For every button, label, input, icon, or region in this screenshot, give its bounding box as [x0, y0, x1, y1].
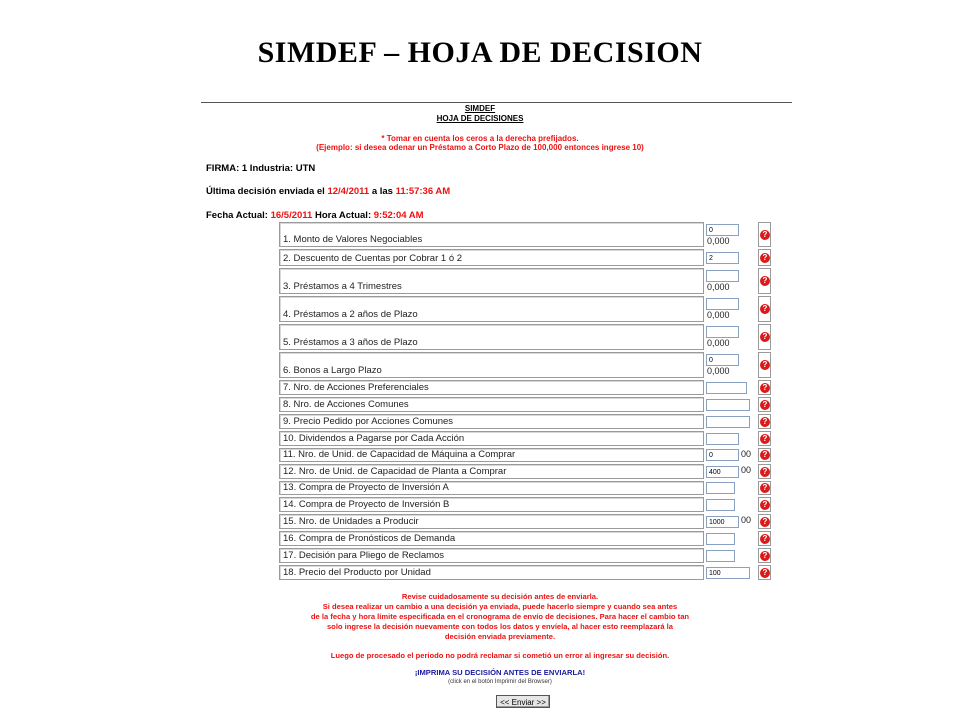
zeros-suffix: 0,000: [707, 282, 730, 292]
decision-input-cell: [706, 380, 756, 395]
print-reminder: ¡IMPRIMA SU DECISIÓN ANTES DE ENVIARLA!: [414, 668, 586, 677]
decision-label: 18. Precio del Producto por Unidad: [283, 567, 431, 578]
decision-input-cell: [706, 481, 756, 495]
send-button[interactable]: << Enviar >>: [496, 695, 550, 708]
decision-label: 13. Compra de Proyecto de Inversión A: [283, 482, 449, 493]
slide-title: SIMDEF – HOJA DE DECISION: [257, 36, 703, 69]
current-time: 9:52:04 AM: [373, 210, 424, 221]
decision-label-cell: [279, 249, 704, 266]
decision-input-cell: [706, 548, 756, 563]
decision-input-cell: [706, 431, 756, 446]
decision-label: 15. Nro. de Unidades a Producir: [283, 516, 419, 527]
help-cell: [758, 397, 771, 412]
help-cell: [758, 464, 771, 479]
decision-row: [279, 397, 771, 414]
footer-change-4: decisión enviada previamente.: [444, 632, 556, 641]
footer-warning: Luego de procesado el periodo no podrá reclamar si cometió un error al ingresar su decisión.: [330, 651, 670, 660]
help-icon[interactable]: ?: [760, 253, 770, 263]
decision-label: 10. Dividendos a Pagarse por Cada Acción: [283, 433, 465, 444]
help-icon[interactable]: ?: [760, 230, 770, 240]
help-icon[interactable]: ?: [760, 534, 770, 544]
decision-input-cell: [706, 352, 756, 378]
decision-input-cell: [706, 397, 756, 412]
firm-info: FIRMA: 1 Industria: UTN: [206, 163, 316, 174]
decision-label: 2. Descuento de Cuentas por Cobrar 1 ó 2: [283, 253, 463, 264]
decision-label: 12. Nro. de Unid. de Capacidad de Planta a Comprar: [283, 466, 507, 477]
footer-change-2: de la fecha y hora límite especificada en el cronograma de envío de decisiones. Para hacer el cambio tan: [310, 612, 690, 621]
decision-row: [279, 268, 771, 296]
decision-input[interactable]: [706, 270, 739, 282]
decision-label-cell: [279, 448, 704, 462]
current-date-label: Fecha Actual:: [206, 210, 268, 221]
zeros-note: * Tomar en cuenta los ceros a la derecha prefijados.: [381, 134, 579, 143]
help-icon[interactable]: ?: [760, 417, 770, 427]
decision-row: [279, 222, 771, 249]
help-icon[interactable]: ?: [760, 400, 770, 410]
decision-input[interactable]: [706, 382, 747, 394]
footer-change-1: Si desea realizar un cambio a una decisión ya enviada, puede hacerlo siempre y cuando sea antes: [322, 602, 678, 611]
decision-row: [279, 565, 771, 582]
header-divider: [201, 102, 792, 103]
decision-label: 7. Nro. de Acciones Preferenciales: [283, 382, 429, 393]
help-cell: [758, 548, 771, 563]
help-cell: [758, 380, 771, 395]
decision-label: 17. Decisión para Pliego de Reclamos: [283, 550, 445, 561]
decision-input[interactable]: [706, 298, 739, 310]
decision-label: 8. Nro. de Acciones Comunes: [283, 399, 409, 410]
decision-label: 1. Monto de Valores Negociables: [283, 234, 423, 245]
current-datetime: [206, 210, 424, 221]
decision-row: [279, 249, 771, 268]
last-decision-label: Última decisión enviada el: [206, 186, 325, 197]
help-icon[interactable]: ?: [760, 500, 770, 510]
help-icon[interactable]: ?: [760, 450, 770, 460]
help-cell: [758, 431, 771, 446]
help-icon[interactable]: ?: [760, 304, 770, 314]
decision-label-cell: [279, 431, 704, 446]
decision-input[interactable]: 1000: [706, 516, 739, 528]
help-icon[interactable]: ?: [760, 332, 770, 342]
decision-label-cell: [279, 497, 704, 512]
decision-row: [279, 548, 771, 565]
last-decision-date: 12/4/2011: [327, 186, 370, 197]
current-time-label: Hora Actual:: [314, 210, 372, 221]
decision-input-cell: [706, 514, 756, 529]
decision-input[interactable]: 0: [706, 449, 739, 461]
decision-label: 16. Compra de Pronósticos de Demanda: [283, 533, 456, 544]
decision-input-cell: [706, 497, 756, 512]
help-icon[interactable]: ?: [760, 551, 770, 561]
help-icon[interactable]: ?: [760, 360, 770, 370]
current-date: 16/5/2011: [270, 210, 313, 221]
last-decision-time: 11:57:36 AM: [395, 186, 451, 197]
print-note: (click en el botón Imprimir del Browser): [448, 679, 552, 685]
help-cell: [758, 268, 771, 294]
footer-change-3: solo ingrese la decisión nuevamente con todos los datos y envíela, al hacer esto reemplazará la: [326, 622, 674, 631]
help-cell: [758, 531, 771, 546]
decision-row: [279, 296, 771, 324]
decision-label: 14. Compra de Proyecto de Inversión B: [283, 499, 450, 510]
zeros-suffix: 00: [741, 515, 752, 525]
decision-row: [279, 531, 771, 548]
decision-input-cell: [706, 448, 756, 462]
decision-input[interactable]: [706, 533, 735, 545]
decision-input[interactable]: [706, 482, 735, 494]
decision-label: 3. Préstamos a 4 Trimestres: [283, 281, 402, 292]
help-icon[interactable]: ?: [760, 383, 770, 393]
decision-label: 4. Préstamos a 2 años de Plazo: [283, 309, 418, 320]
decision-label: 6. Bonos a Largo Plazo: [283, 365, 382, 376]
help-cell: [758, 448, 771, 462]
help-cell: [758, 324, 771, 350]
zeros-suffix: 0,000: [707, 310, 730, 320]
help-cell: [758, 481, 771, 495]
last-decision-mid: a las: [371, 186, 393, 197]
decision-label: 11. Nro. de Unid. de Capacidad de Máquina a Comprar: [283, 449, 516, 460]
decision-input[interactable]: [706, 416, 750, 428]
decision-input[interactable]: [706, 550, 735, 562]
example-note: (Ejemplo: si desea odenar un Préstamo a Corto Plazo de 100,000 entonces ingrese 10): [316, 143, 644, 152]
decision-row: [279, 380, 771, 397]
decision-input[interactable]: 400: [706, 466, 739, 478]
decision-input-cell: [706, 464, 756, 479]
help-cell: [758, 296, 771, 322]
help-cell: [758, 514, 771, 529]
decision-label-cell: [279, 565, 704, 580]
decision-row: [279, 352, 771, 380]
decision-input-cell: [706, 222, 756, 247]
decision-label-cell: [279, 268, 704, 294]
decision-row: [279, 448, 771, 464]
help-icon[interactable]: ?: [760, 434, 770, 444]
decision-input-cell: [706, 249, 756, 266]
decision-row: [279, 431, 771, 448]
decision-input[interactable]: 0: [706, 354, 739, 366]
help-icon[interactable]: ?: [760, 467, 770, 477]
decision-label-cell: [279, 324, 704, 350]
zeros-suffix: 0,000: [707, 338, 730, 348]
decision-row: [279, 514, 771, 531]
decision-input-cell: [706, 565, 756, 580]
decision-row: [279, 481, 771, 497]
decision-input[interactable]: 100: [706, 567, 750, 579]
help-cell: [758, 414, 771, 429]
decision-row: [279, 464, 771, 481]
decision-row: [279, 497, 771, 514]
help-cell: [758, 565, 771, 580]
page-subtitle: HOJA DE DECISIONES: [436, 114, 524, 123]
decision-label-cell: [279, 548, 704, 563]
decision-label-cell: [279, 296, 704, 322]
app-title: SIMDEF: [464, 104, 496, 113]
decision-label-cell: [279, 397, 704, 412]
decision-input[interactable]: 2: [706, 252, 739, 264]
last-decision: [206, 186, 450, 197]
decision-input[interactable]: [706, 399, 750, 411]
zeros-suffix: 0,000: [707, 236, 730, 246]
decision-label-cell: [279, 464, 704, 479]
zeros-suffix: 00: [741, 465, 752, 475]
decision-input[interactable]: [706, 433, 739, 445]
decision-input[interactable]: 0: [706, 224, 739, 236]
decision-input-cell: [706, 531, 756, 546]
help-cell: [758, 222, 771, 247]
decision-label-cell: [279, 380, 704, 395]
decision-input[interactable]: [706, 499, 735, 511]
help-cell: [758, 249, 771, 266]
decision-label-cell: [279, 414, 704, 429]
help-cell: [758, 352, 771, 378]
decision-row: [279, 324, 771, 352]
zeros-suffix: 00: [741, 449, 752, 459]
decision-input[interactable]: [706, 326, 739, 338]
help-icon[interactable]: ?: [760, 276, 770, 286]
decision-label-cell: [279, 352, 704, 378]
decision-label-cell: [279, 481, 704, 495]
help-cell: [758, 497, 771, 512]
decision-label: 9. Precio Pedido por Acciones Comunes: [283, 416, 454, 427]
footer-review: Revise cuidadosamente su decisión antes de enviarla.: [401, 592, 599, 601]
decision-label-cell: [279, 531, 704, 546]
decision-label-cell: [279, 222, 704, 247]
decision-label: 5. Préstamos a 3 años de Plazo: [283, 337, 418, 348]
decision-row: [279, 414, 771, 431]
zeros-suffix: 0,000: [707, 366, 730, 376]
help-icon[interactable]: ?: [760, 483, 770, 493]
decision-label-cell: [279, 514, 704, 529]
decision-input-cell: [706, 324, 756, 350]
help-icon[interactable]: ?: [760, 568, 770, 578]
decision-input-cell: [706, 296, 756, 322]
help-icon[interactable]: ?: [760, 517, 770, 527]
decision-input-cell: [706, 414, 756, 429]
decision-input-cell: [706, 268, 756, 294]
